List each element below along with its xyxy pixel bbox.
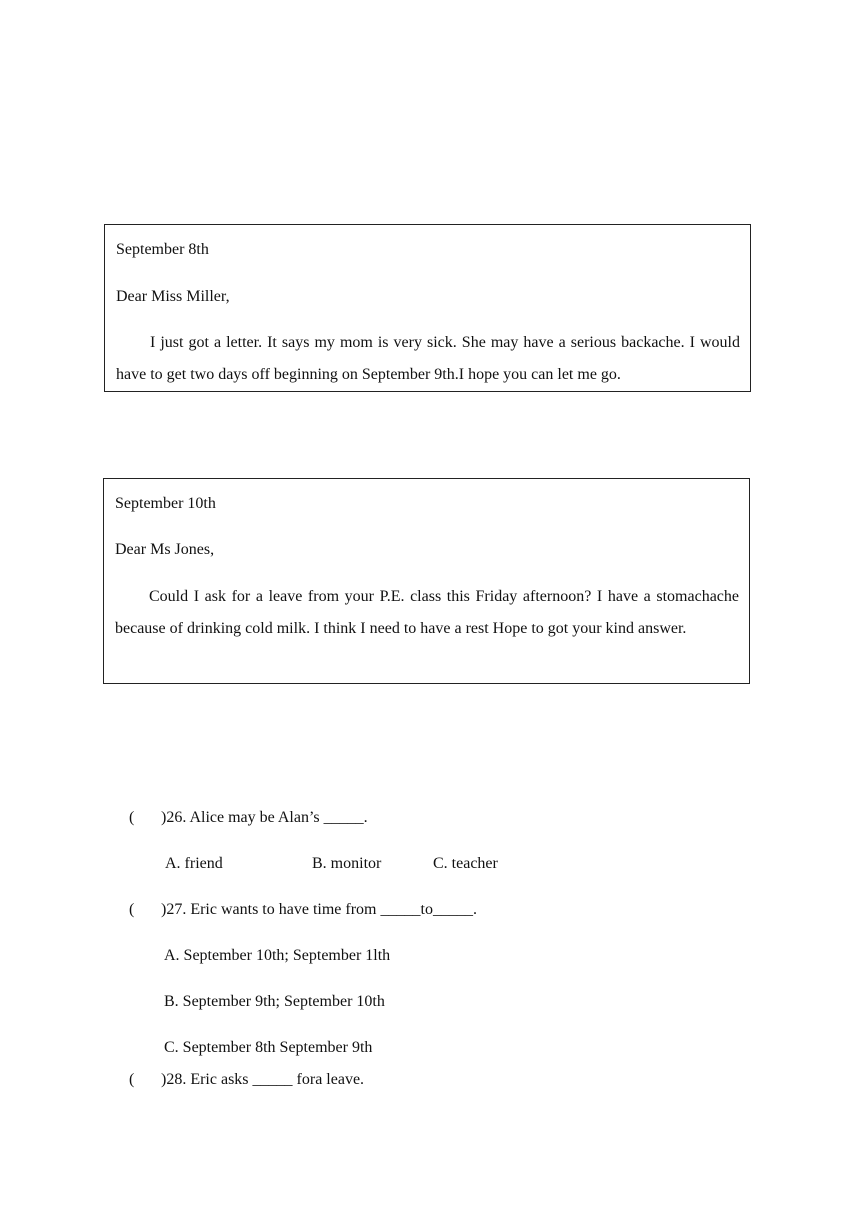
answer-blank-paren: ( bbox=[129, 809, 135, 826]
answer-blank-paren: ( bbox=[129, 1071, 135, 1088]
letter-date: September 10th bbox=[115, 495, 216, 512]
option-c: C. teacher bbox=[433, 855, 498, 872]
letter-body: Could I ask for a leave from your P.E. class this Friday afternoon? I have a stomachache because of drinking cold milk. I think I need to have a rest Hope to got your kind answer. bbox=[115, 588, 739, 637]
answer-blank-paren: ( bbox=[129, 901, 135, 918]
question-stem: )28. Eric asks _____ fora leave. bbox=[161, 1071, 365, 1088]
question-27 bbox=[129, 900, 579, 920]
question-stem: )26. Alice may be Alan’s _____. bbox=[161, 809, 368, 826]
question-28 bbox=[129, 1070, 529, 1090]
option-a: A. friend bbox=[165, 855, 223, 872]
letter-date: September 8th bbox=[116, 241, 209, 258]
letter-greeting: Dear Miss Miller, bbox=[116, 288, 230, 305]
option-c: C. September 8th September 9th bbox=[164, 1039, 373, 1056]
question-26 bbox=[129, 808, 529, 828]
question-stem: )27. Eric wants to have time from _____to_____. bbox=[161, 901, 477, 918]
letter-greeting: Dear Ms Jones, bbox=[115, 541, 215, 558]
option-b: B. monitor bbox=[312, 855, 382, 872]
option-b: B. September 9th; September 10th bbox=[164, 993, 385, 1010]
letter-box-1 bbox=[104, 224, 751, 392]
letter-body: I just got a letter. It says my mom is very sick. She may have a serious backache. I would have to get two days off beginning on September 9th.I hope you can let me go. bbox=[116, 334, 740, 383]
letter-box-2 bbox=[103, 478, 750, 684]
option-a: A. September 10th; September 1lth bbox=[164, 947, 391, 964]
